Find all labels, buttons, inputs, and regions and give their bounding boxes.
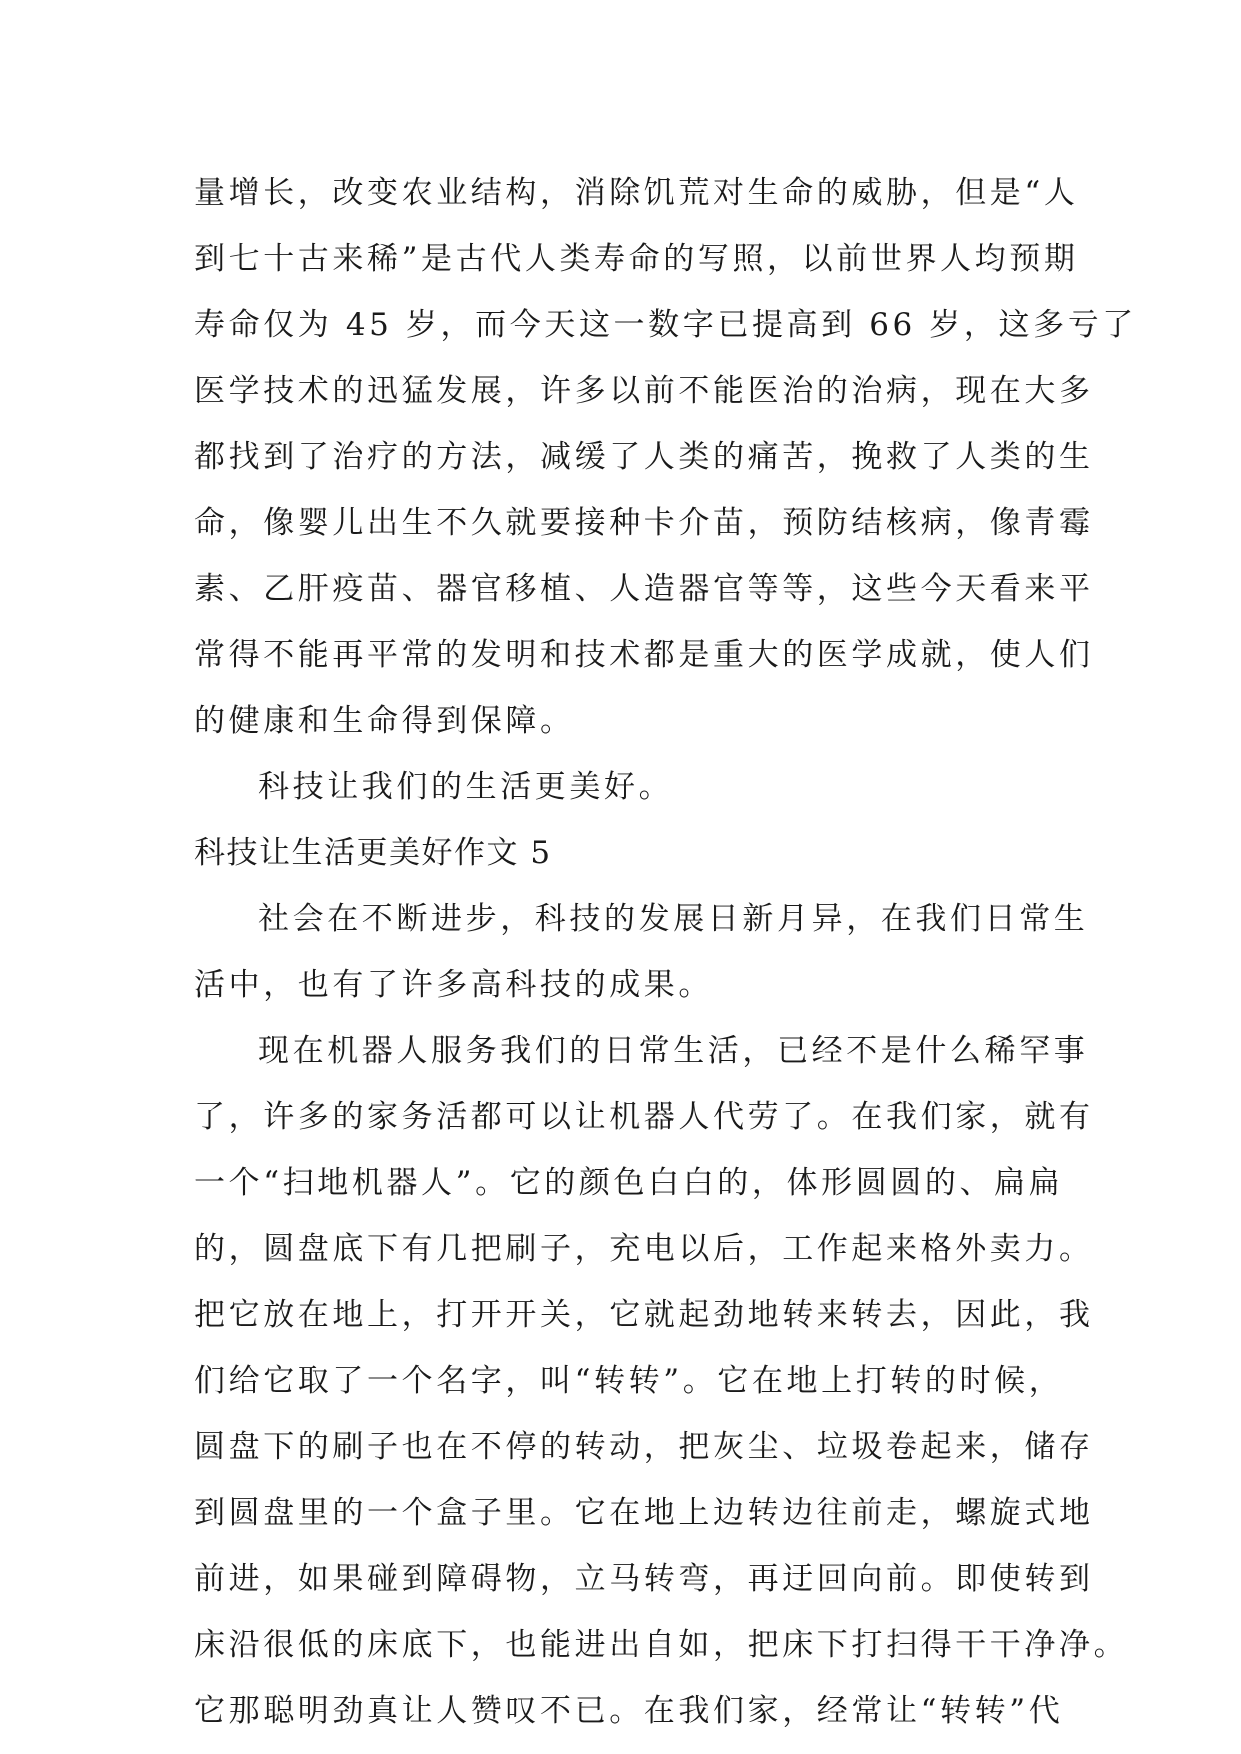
text-line: 社会在不断进步，科技的发展日新月异，在我们日常生 — [258, 901, 1089, 937]
text-line: 们给它取了一个名字，叫“转转”。它在地上打转的时候， — [194, 1363, 1064, 1399]
text-line: 它那聪明劲真让人赞叹不已。在我们家，经常让“转转”代 — [194, 1693, 1064, 1729]
text-line: 到圆盘里的一个盒子里。它在地上边转边往前走，螺旋式地 — [194, 1495, 1094, 1531]
text-line: 把它放在地上，打开开关，它就起劲地转来转去，因此，我 — [194, 1297, 1094, 1333]
text-line: 医学技术的迅猛发展，许多以前不能医治的治病，现在大多 — [194, 373, 1094, 409]
text-line: 到七十古来稀”是古代人类寿命的写照，以前世界人均预期 — [194, 241, 1079, 277]
text-line: 活中，也有了许多高科技的成果。 — [194, 967, 713, 1003]
text-line: 量增长，改变农业结构，消除饥荒对生命的威胁，但是“人 — [194, 175, 1079, 211]
text-line: 常得不能再平常的发明和技术都是重大的医学成就，使人们 — [194, 637, 1094, 673]
text-line: 的健康和生命得到保障。 — [194, 703, 575, 739]
text-line: 科技让我们的生活更美好。 — [258, 769, 674, 805]
text-line: 寿命仅为 45 岁，而今天这一数字已提高到 66 岁，这多亏了 — [194, 307, 1137, 343]
text-line: 命，像婴儿出生不久就要接种卡介苗，预防结核病，像青霉 — [194, 505, 1094, 541]
text-line: 前进，如果碰到障碍物，立马转弯，再迂回向前。即使转到 — [194, 1561, 1094, 1597]
document-body — [194, 160, 1137, 1744]
text-line: 都找到了治疗的方法，减缓了人类的痛苦，挽救了人类的生 — [194, 439, 1094, 475]
section-heading: 科技让生活更美好作文 5 — [194, 835, 552, 871]
text-line: 了，许多的家务活都可以让机器人代劳了。在我们家，就有 — [194, 1099, 1094, 1135]
text-line: 的，圆盘底下有几把刷子，充电以后，工作起来格外卖力。 — [194, 1231, 1094, 1267]
text-line: 圆盘下的刷子也在不停的转动，把灰尘、垃圾卷起来，储存 — [194, 1429, 1094, 1465]
text-line: 一个“扫地机器人”。它的颜色白白的，体形圆圆的、扁扁 — [194, 1165, 1064, 1201]
text-line: 素、乙肝疫苗、器官移植、人造器官等等，这些今天看来平 — [194, 571, 1094, 607]
text-line: 床沿很低的床底下，也能进出自如，把床下打扫得干干净净。 — [194, 1627, 1129, 1663]
text-line: 现在机器人服务我们的日常生活，已经不是什么稀罕事 — [258, 1033, 1089, 1069]
